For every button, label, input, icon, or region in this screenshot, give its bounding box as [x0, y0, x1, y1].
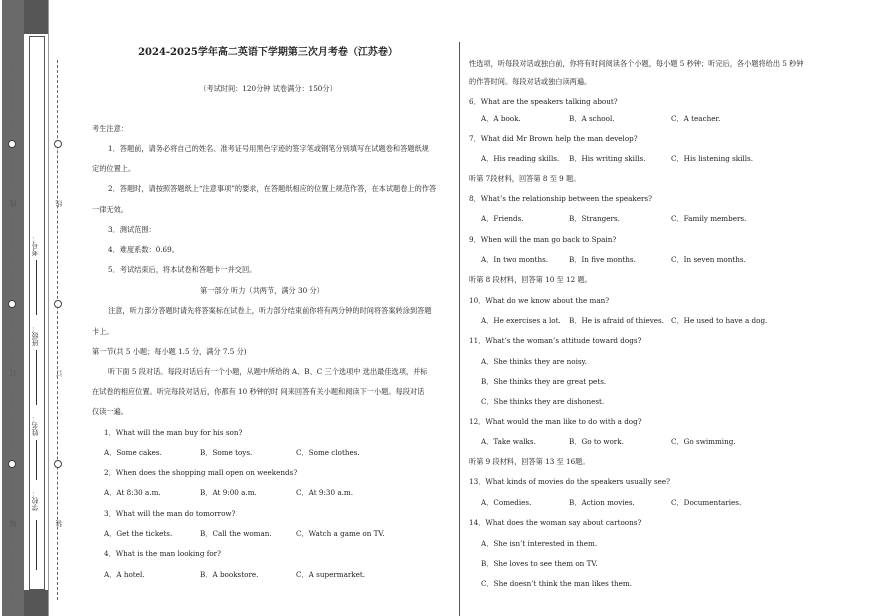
notice-line: 3．测试范围：: [108, 225, 156, 234]
paper-title: 2024-2025学年高二英语下学期第三次月考卷（江苏卷）: [138, 47, 398, 58]
part1-intro-line: 卡上。: [92, 327, 114, 336]
q9-option-a[interactable]: A．In two months.: [481, 255, 549, 264]
notice-line: 4．难度系数：0.69。: [108, 245, 179, 254]
section1-intro-line: 仅读一遍。: [92, 407, 128, 416]
q11-option-c[interactable]: C．She thinks they are dishonest.: [481, 397, 605, 406]
binding-word: 订: [55, 370, 63, 377]
q2-option-a[interactable]: A．At 8:30 a.m.: [104, 488, 161, 497]
q14-option-a[interactable]: A．She isn’t interested in them.: [481, 539, 598, 548]
section1-heading: 第一节(共 5 小题；每小题 1.5 分，满分 7.5 分): [92, 347, 247, 356]
q8-option-b[interactable]: B．Strangers.: [569, 214, 620, 223]
q14-option-b[interactable]: B．She loves to see them on TV.: [481, 559, 598, 568]
notice-line: 定的位置上。: [92, 164, 136, 173]
notice-line: 1．答题前，请务必将自己的姓名、准考证号用黑色字迹的签字笔或钢笔分别填写在试题卷和答题纸规: [108, 144, 429, 153]
q2-option-c[interactable]: C．At 9:30 a.m.: [296, 488, 354, 497]
binding-word: 装: [55, 520, 63, 527]
q4-option-a[interactable]: A．A hotel.: [104, 570, 145, 579]
q10-option-a[interactable]: A．He exercises a lot.: [481, 316, 561, 325]
q6-option-a[interactable]: A．A book.: [481, 114, 521, 123]
binding-strip-top-block: [24, 0, 48, 34]
question-14: 14．What does the woman say about cartoons?: [469, 518, 642, 527]
q1-option-a[interactable]: A．Some cakes.: [104, 448, 162, 457]
q4-option-c[interactable]: C．A supermarket.: [296, 570, 366, 579]
question-8: 8．What’s the relationship between the speakers?: [469, 194, 652, 203]
binding-hole-icon: [54, 300, 62, 308]
notice-heading: 考生注意：: [92, 124, 128, 133]
name-label: 姓名：: [31, 415, 39, 436]
binding-word: 线: [55, 200, 63, 207]
question-7: 7．What did Mr Brown help the man develop?: [469, 134, 638, 143]
id-label: 考号：: [31, 235, 39, 256]
material-9-instruction: 听第 9 段材料，回答第 13 至 16题。: [469, 457, 590, 466]
binding-hole-icon: [8, 140, 16, 148]
notice-line: 2．答题时，请按照答题纸上“注意事项”的要求，在答题纸相应的位置上规范作答，在本试题卷上的作答: [108, 184, 437, 193]
binding-word: 线: [9, 200, 17, 207]
question-11: 11．What’s the woman’s attitude toward dogs?: [469, 336, 642, 345]
binding-hole-icon: [54, 140, 62, 148]
question-9: 9．When will the man go back to Spain?: [469, 235, 617, 244]
q4-option-b[interactable]: B．A bookstore.: [200, 570, 259, 579]
q13-option-a[interactable]: A．Comedies.: [481, 498, 532, 507]
id-fill-line: [36, 260, 37, 315]
q3-option-a[interactable]: A．Get the tickets.: [104, 529, 173, 538]
q14-option-c[interactable]: C．She doesn’t think the man likes them.: [481, 579, 632, 588]
school-label: 学校：: [31, 490, 39, 511]
q12-option-a[interactable]: A．Take walks.: [481, 437, 536, 446]
q7-option-b[interactable]: B．His writing skills.: [569, 154, 646, 163]
question-13: 13．What kinds of movies do the speakers usually see?: [469, 477, 671, 486]
binding-word: 订: [9, 370, 17, 377]
notice-line: 5．考试结束后，将本试卷和答题卡一并交回。: [108, 265, 257, 274]
question-3: 3．What will the man do tomorrow?: [104, 509, 236, 518]
q2-option-b[interactable]: B．At 9:00 a.m.: [200, 488, 257, 497]
q11-option-b[interactable]: B．She thinks they are great pets.: [481, 377, 607, 386]
material-7-instruction: 听第 7段材料，回答第 8 至 9 题。: [469, 174, 581, 183]
q9-option-b[interactable]: B．In five months.: [569, 255, 636, 264]
binding-hole-icon: [54, 460, 62, 468]
exam-info: （考试时间：120分钟 试卷满分：150分）: [199, 84, 337, 93]
binding-word: 装: [9, 520, 17, 527]
question-10: 10．What do we know about the man?: [469, 296, 610, 305]
section2-intro-line: 性选项，听每段对话或独白前，你将有时间阅读各个小题，每小题 5 秒钟；听完后，各小题将给出 5 秒钟: [469, 59, 804, 68]
school-fill-line: [36, 520, 37, 570]
q6-option-c[interactable]: C．A teacher.: [671, 114, 721, 123]
q1-option-b[interactable]: B．Some toys.: [200, 448, 253, 457]
q8-option-a[interactable]: A．Friends.: [481, 214, 524, 223]
q3-option-b[interactable]: B．Call the woman.: [200, 529, 272, 538]
class-fill-line: [36, 350, 37, 405]
binding-hole-icon: [8, 300, 16, 308]
q1-option-c[interactable]: C．Some clothes.: [296, 448, 360, 457]
q10-option-c[interactable]: C．He used to have a dog.: [671, 316, 768, 325]
q9-option-c[interactable]: C．In seven months.: [671, 255, 746, 264]
question-4: 4．What is the man looking for?: [104, 549, 221, 558]
class-label: 班级：: [31, 325, 39, 346]
name-fill-line: [36, 440, 37, 480]
notice-line: 一律无效。: [92, 205, 128, 214]
q13-option-b[interactable]: B．Action movies.: [569, 498, 635, 507]
q6-option-b[interactable]: B．A school.: [569, 114, 615, 123]
q12-option-b[interactable]: B．Go to work.: [569, 437, 624, 446]
material-8-instruction: 听第 8 段材料，回答第 10 至 12 题。: [469, 275, 592, 284]
q7-option-a[interactable]: A．His reading skills.: [481, 154, 560, 163]
q12-option-c[interactable]: C．Go swimming.: [671, 437, 736, 446]
section2-intro-line: 的作答时间。每段对话或独白读两遍。: [469, 77, 592, 86]
question-2: 2．When does the shopping mall open on weekends?: [104, 468, 298, 477]
q11-option-a[interactable]: A．She thinks they are noisy.: [481, 357, 587, 366]
binding-strip-bottom-block: [24, 590, 48, 616]
section1-intro-line: 在试卷的相应位置。听完每段对话后，你都有 10 秒钟的时 间来回答有关小题和阅读下一小题。每段对话: [92, 387, 425, 396]
q7-option-c[interactable]: C．His listening skills.: [671, 154, 754, 163]
q10-option-b[interactable]: B．He is afraid of thieves.: [569, 316, 665, 325]
part1-intro-line: 注意，听力部分答题时请先将答案标在试卷上，听力部分结束前你将有两分钟的时间将答案转涂到答题: [108, 306, 432, 315]
question-12: 12．What would the man like to do with a dog?: [469, 417, 642, 426]
part1-heading: 第一部分 听力（共两节，满分 30 分）: [200, 286, 324, 295]
column-divider: [459, 42, 460, 616]
q13-option-c[interactable]: C．Documentaries.: [671, 498, 742, 507]
section1-intro-line: 听下面 5 段对话。每段对话后有一个小题，从题中所给的 A、B、C 三个选项中 选出最佳选项，并标: [108, 367, 428, 376]
q3-option-c[interactable]: C．Watch a game on TV.: [296, 529, 385, 538]
question-1: 1．What will the man buy for his son?: [104, 428, 243, 437]
q8-option-c[interactable]: C．Family members.: [671, 214, 747, 223]
question-6: 6．What are the speakers talking about?: [469, 97, 618, 106]
binding-hole-icon: [8, 460, 16, 468]
